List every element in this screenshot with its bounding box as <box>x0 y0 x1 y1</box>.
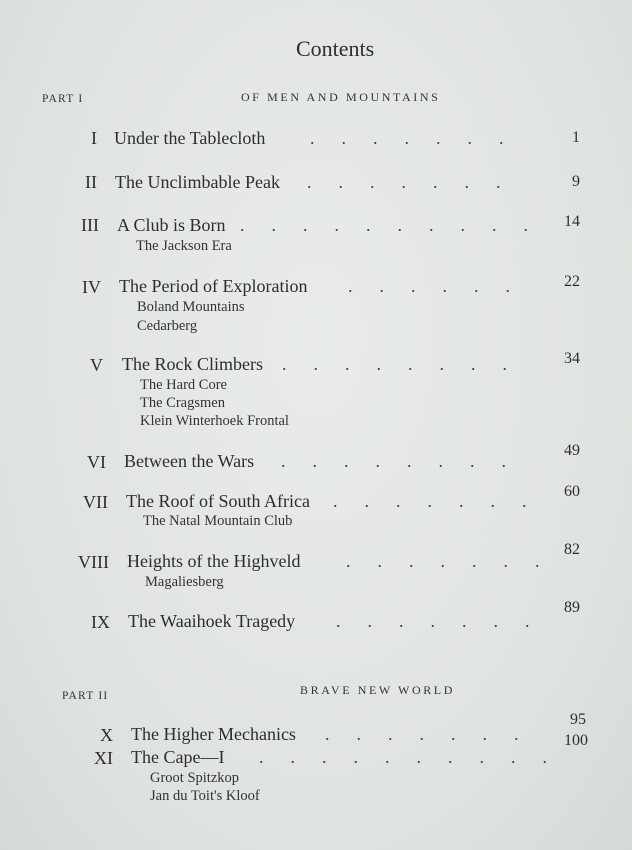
leader-dots: . . . . . . . . <box>281 451 506 471</box>
chapter-title: The Roof of South Africa <box>126 491 310 511</box>
subsection: The Natal Mountain Club <box>143 513 293 529</box>
subsection: Jan du Toit's Kloof <box>150 788 260 804</box>
leader-dots: . . . . . . <box>348 276 510 296</box>
page-number: 82 <box>564 541 580 558</box>
subsection: Klein Winterhoek Frontal <box>140 413 289 429</box>
leader-dots: . . . . . . . <box>346 551 540 571</box>
chapter-numeral: VII <box>83 492 108 512</box>
chapter-title: The Higher Mechanics <box>131 724 296 744</box>
chapter-numeral: X <box>100 725 113 745</box>
page-number: 34 <box>564 350 580 367</box>
subsection: Magaliesberg <box>145 574 224 590</box>
leader-dots: . . . . . . . . . . <box>240 215 528 235</box>
chapter-numeral: I <box>91 128 97 148</box>
chapter-title: Under the Tablecloth <box>114 128 266 148</box>
leader-dots: . . . . . . . <box>307 172 501 192</box>
chapter-title: The Waaihoek Tragedy <box>128 611 296 631</box>
subsection: Groot Spitzkop <box>150 770 240 786</box>
part-title: BRAVE NEW WORLD <box>300 683 456 697</box>
page-number: 22 <box>564 273 580 290</box>
chapter-title: The Rock Climbers <box>122 354 263 374</box>
chapter-numeral: IX <box>91 612 110 632</box>
chapter-title: The Period of Exploration <box>119 276 308 296</box>
part-label: PART I <box>42 93 84 105</box>
page-number: 95 <box>570 711 586 728</box>
chapter-title: Between the Wars <box>124 451 255 471</box>
subsection: The Hard Core <box>140 377 227 393</box>
part-title: OF MEN AND MOUNTAINS <box>241 90 441 104</box>
page-number: 100 <box>564 732 588 749</box>
leader-dots: . . . . . . . . <box>282 354 507 374</box>
chapter-numeral: III <box>81 215 99 235</box>
chapter-numeral: IV <box>82 277 101 297</box>
chapter-numeral: VIII <box>78 552 109 572</box>
chapter-title: A Club is Born <box>117 215 226 235</box>
chapter-title: Heights of the Highveld <box>127 551 301 571</box>
subsection: Cedarberg <box>137 318 198 334</box>
page-number: 60 <box>564 483 580 500</box>
page-number: 1 <box>572 129 580 146</box>
chapter-title: The Unclimbable Peak <box>115 172 280 192</box>
leader-dots: . . . . . . . <box>325 724 519 744</box>
subsection: The Jackson Era <box>136 238 232 254</box>
part-label: PART II <box>62 690 109 702</box>
leader-dots: . . . . . . . <box>310 128 504 148</box>
chapter-numeral: VI <box>87 452 106 472</box>
chapter-numeral: XI <box>94 748 113 768</box>
page-number: 89 <box>564 599 580 616</box>
subsection: Boland Mountains <box>137 299 245 315</box>
chapter-title: The Cape—I <box>131 747 225 767</box>
chapter-numeral: V <box>90 355 103 375</box>
subsection: The Cragsmen <box>140 395 225 411</box>
page-number: 49 <box>564 442 580 459</box>
leader-dots: . . . . . . . <box>336 611 530 631</box>
page-number: 14 <box>564 213 580 230</box>
leader-dots: . . . . . . . . . . <box>259 747 547 767</box>
page-number: 9 <box>572 173 580 190</box>
leader-dots: . . . . . . . <box>333 491 527 511</box>
chapter-numeral: II <box>85 172 97 192</box>
page-title: Contents <box>296 36 375 61</box>
